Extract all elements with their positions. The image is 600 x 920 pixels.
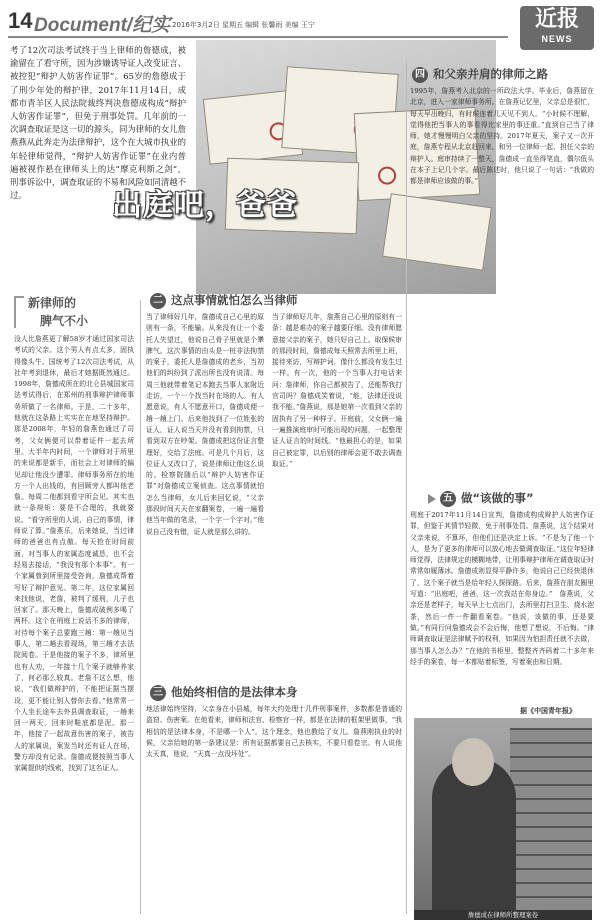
section-3-num: 三 <box>150 685 166 701</box>
column-1: 没人比詹燕更了解58岁才通过国家司法考试的父亲。这个男人有点太多，固执得像头牛。国统考了12次司法考试，从社年考到退休，最后才她据既然通过。1998年，詹德成所在的北仑县城国家司法考试得后，在郑州的刑事辩护律师事务所做了一名律师。于是，二十多年，他就在这条路上实实在在地坚持辩护。那是2008年，年轻的詹燕色通过了司考，父女俩便可以带着证件一起去所里。大半年内时间，一个律师对于所里的来说都是新手，而社会上对律师的偏见却让他没少遭罪。律师事务所在的地方一个人出钱的，有回顾旁人都叫他老詹。每周二他都到看守所会见。其实也就一条规矩：要是不合理的，我就要说。“看守所里的人说，自己的事情，律师说了算。”詹燕乐，后来她说，当过律师的爸爸也有点傲。每天抢在时间前面，对当事人的家属态度诚恳，也不会轻易去接话，“我没有那个本事”。有一个家属曾到所里接受咨询，詹德成帮着写好了辩护意见。第二年，这位家属回来找他说，老詹，被判了缓刑，儿子也回家了。那天晚上，詹德成破例多喝了两杯。这个在刑庭上说话不多的律师，对待每个案子总要跑三趟：第一趟见当事人，第二趟去看现场，第三趟才去法院阅卷。于是他接的案子不多，律所里也有人劝，一年接十几个案子就够养家了，何必那么较真。老詹不这么想，他说，“我们做辩护的，不能把证据当摆设，更不能让别人替你去看。”他常常一个人坐长途车去外县调查取证，一趟来回一两天，回来时鞋底都是泥。那一年，他接了一起故意伤害的案子，被告人的家属说，案发当时还有证人在场，警方却没有记录。詹德成便按照当事人家属提供的线索，找到了这名证人。 <box>14 335 134 773</box>
section-2-num: 二 <box>150 293 166 309</box>
logo-main: 近报 <box>534 7 579 32</box>
section-1-line1: 新律师的 <box>28 296 77 310</box>
column-4: 地法律始终坚持，父亲身在小县城，每年大约处理十几件刑事案件，多数都是普通的盗窃、伤害案。在他看来，律师和法官、检察官一样，都是在法律的框架里做事，“我相信的是法律本身，不是哪一个人”。这个理念，他也教给了女儿。詹燕刚执业的时候，父亲给她的第一条建议是：所有证据都要自己去核实，不要只看卷宗。有人说他太天真，他说，“天真一点没坏处”。 <box>146 705 402 759</box>
section-5-title: 做“该做的事” <box>461 491 534 505</box>
section-name: Document <box>34 15 127 36</box>
section-1-line2: 脾气不小 <box>40 314 89 328</box>
page-number: 14 <box>8 8 33 33</box>
intro-text: 考了12次司法考试终于当上律师的詹德成，被渝留在了看守所，因为涉嫌诱导证人改变证言、被控犯“辩护人妨害作证罪”。65岁的詹德成于了刑少年处的辩护律，2017年11月14日，成都市青羊区人民法院裁终判决詹德成构成“辩护人妨害作证罪”，但免于刑事处罚。几年前的一次调查取证是这一切的源头，同为律师的女儿詹燕燕从此奔走为法律辩护，这个在大城市执业的年轻律师觉得，“辩护人妨害作证罪”在业内普遍被视作悬在律师头上的达“摩克利斯之剑”，刑事诉讼中，调查取证的不易和风险如同清越不过。 <box>10 45 186 201</box>
section-5-heading <box>428 490 534 507</box>
column-divider <box>140 300 141 914</box>
section-sub: 纪实 <box>132 15 171 36</box>
newspaper-logo <box>520 6 594 50</box>
column-5: 1995年，詹燕考入北京的一所政法大学。毕业后，詹燕留在北京，进入一家律师事务所。在詹燕记忆里，父亲总是很忙，每天早出晚归，有时候连着几天见不到人。“小时候不理解，觉得他把当事人的事看得比家里的事还重。”直到自己当了律师，她才慢慢明白父亲的坚持。2017年夏天，案子又一次开庭，詹燕专程从北京赶回来，和另一位律师一起，担任父亲的辩护人。庭审持续了一整天，詹德成一直坐得笔直，偶尔低头在本子上记几个字。最后陈述时，他只说了一句话：“我做的都是律师应该做的事。” <box>410 87 594 186</box>
section-3-title: 他始终相信的是法律本身 <box>171 685 298 699</box>
section-5-num: 五 <box>440 491 456 507</box>
page-header <box>0 0 600 40</box>
section-2-heading <box>150 292 298 309</box>
section-2-title: 这点事情就怕怎么当律师 <box>171 293 298 307</box>
section-3-heading <box>150 684 298 701</box>
header-rule <box>8 36 508 38</box>
section-4-num: 四 <box>412 67 428 83</box>
person-head <box>452 738 494 786</box>
section-title: Document/纪实 <box>34 15 171 36</box>
column-divider-right <box>406 60 407 914</box>
section-4-heading <box>412 66 548 83</box>
section-4-title: 和父亲并肩的律师之路 <box>433 67 548 81</box>
column-3: 当了律师好几年，詹燕自己心里的原则有一条：越是难办的案子越要仔细。没有律师愿意接父亲的案子，她只好自己上。取保候审的那段时间，詹德成每天照常去所里上班，接待来访，写辩护词，像什么都没有发生过一样。有一次，他的一个当事人打电话来问：詹律师，你自己都被告了，还能帮我打官司吗？詹德成笑着说，“能，法律还没说我不能。”詹燕说，那是她第一次看到父亲的固执有了另一种样子。开庭前，父女俩一遍一遍推演庭审时可能出现的问题，一起整理证人证言的时间线。“他最担心的是，如果自己被定罪，以后别的律师会更不敢去调查取证。” <box>272 313 402 468</box>
triangle-icon <box>428 494 436 504</box>
seal-icon <box>378 166 397 185</box>
unused <box>272 500 273 501</box>
heading-bracket <box>14 296 24 328</box>
column-6: 刑庭于2017年11月14日宣判，詹德成构成辩护人妨害作证罪，但鉴于其情节轻微，免于刑事处罚。詹燕说，这个结果对父亲来说，不算坏，但他们还是决定上诉。“不是为了他一个人，是为了更多的律师可以放心地去做调查取证。”这位年轻律师觉得，法律规定的模糊地带，让刑事辩护律师在调查取证时常常如履薄冰。詹德成则显得平静许多，他说自己已经快退休了，这个案子就当是给年轻人探探路。后来，詹燕在朋友圈里写道：“出庭吧，爸爸，这一次我站在你身边。” 詹燕说，父亲还是老样子，每天早上七点出门，去所里打扫卫生、烧水泡茶，然后一件一件翻看案卷。“他说，该做的事，还是要做。”有同行问詹德成会不会后悔，他想了想说，不后悔。“律师调查取证是法律赋予的权利，如果因为怕担责任就不去做，那当事人怎么办？”在他的书柜里，整整齐齐码着二十多年来经手的案卷，每一本都贴着标签，写着案由和日期。 <box>410 511 594 666</box>
issue-meta: 2016年3月2日 星期五 编辑 张馨雨 美编 王宁 <box>172 21 315 29</box>
bookshelf <box>510 728 592 910</box>
feature-title: 出庭吧，爸爸 <box>112 188 298 223</box>
column-2: 当了律师好几年，詹德成自己心里的原则有一条，不能输。从来没有让一个委托人失望过，他说自己骨子里就是个犟脾气。这次事情的由头是一桩非法拘禁的案子，委托人是詹德成的老乡，当初他们的纠纷到了派出所也没有说清。每周三他就带着笔记本跑去当事人家附近走访，一个一个找当时在场的人。有人愿意说，有人不愿意开口，詹德成便一趟一趟上门。后来他找到了一位姓张的证人，证人说当天并没有看到拘禁，只看到双方在吵架。詹德成把这份证言整理好，交给了法庭。可是几个月后，这位证人又改口了，说是律师让他这么说的。检察院随后以“辩护人妨害作证罪”对詹德成立案侦查。这点事情就怕怎么当律师，女儿后来回忆说，“父亲那段时间天天在家翻案卷，一遍一遍看他当年做的笔录，一个字一个字对。”他说自己没有错，证人就是那么讲的。 <box>146 313 264 536</box>
photo-caption: 詹德成在律师所整理案卷 <box>414 910 592 920</box>
logo-sub: NEWS <box>541 34 573 44</box>
source-credit: 据《中国青年报》 <box>520 707 576 715</box>
lawyer-photo <box>414 718 592 910</box>
